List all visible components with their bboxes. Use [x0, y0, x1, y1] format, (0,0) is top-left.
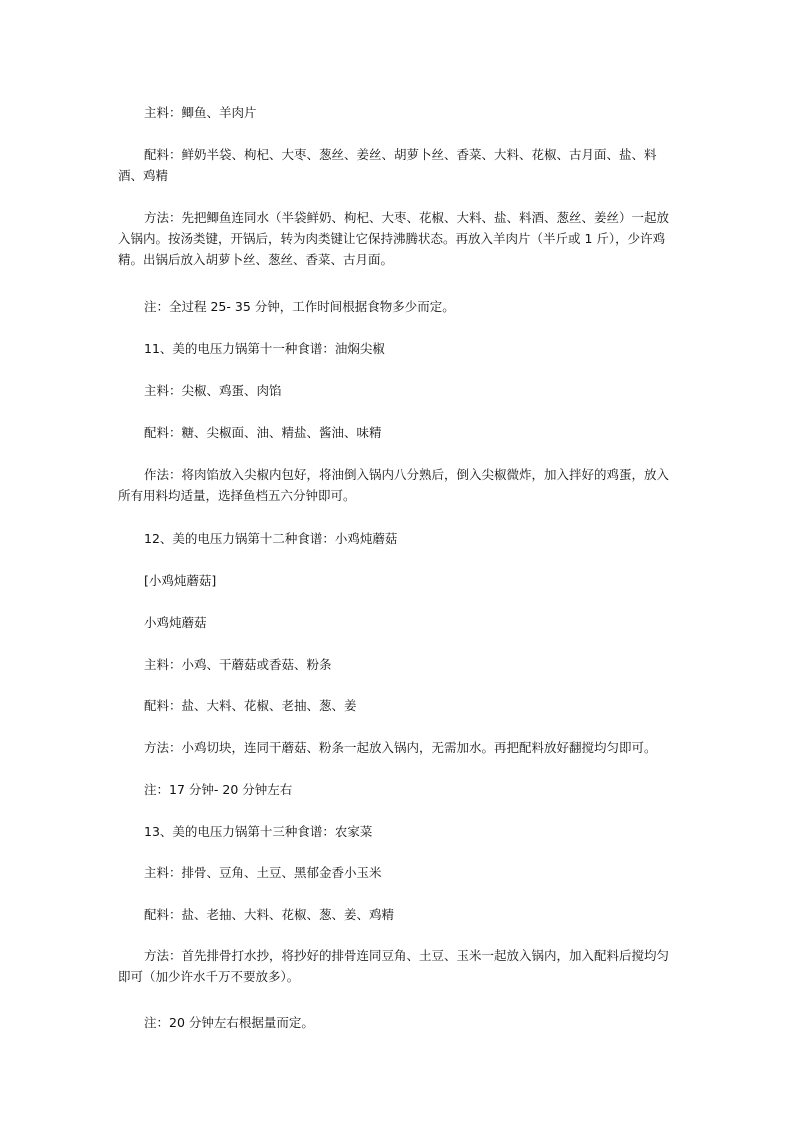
- paragraph-side-ingredients: 配料：鲜奶半袋、枸杞、大枣、葱丝、姜丝、胡萝卜丝、香菜、大料、花椒、古月面、盐、料酒、鸡精: [118, 147, 657, 183]
- paragraph-note: 注：20 分钟左右根据量而定。: [144, 1015, 314, 1030]
- paragraph-method: 作法：将肉馅放入尖椒内包好，将油倒入锅内八分熟后，倒入尖椒微炸，加入拌好的鸡蛋，放入所有用料均适量，选择鱼档五六分钟即可。: [118, 467, 670, 503]
- paragraph-method: 方法：小鸡切块，连同干蘑菇、粉条一起放入锅内，无需加水。再把配料放好翻搅均匀即可。: [144, 740, 657, 755]
- paragraph-note: 注：17 分钟- 20 分钟左右: [144, 782, 293, 797]
- paragraph-method: 方法：首先排骨打水抄，将抄好的排骨连同豆角、土豆、玉米一起放入锅内，加入配料后搅均匀即可（加少许水千万不要放多）。: [118, 948, 670, 984]
- recipe-tag: [小鸡炖蘑菇]: [144, 573, 217, 588]
- recipe-title: 小鸡炖蘑菇: [144, 615, 207, 630]
- recipe-heading-11: 11、美的电压力锅第十一种食谱：油焖尖椒: [144, 341, 385, 356]
- paragraph-side-ingredients: 配料：盐、大料、花椒、老抽、葱、姜: [144, 698, 357, 713]
- paragraph-method: 方法：先把鲫鱼连同水（半袋鲜奶、枸杞、大枣、花椒、大料、盐、料酒、葱丝、姜丝）一起放入锅内。按汤类键，开锅后，转为肉类键让它保持沸腾状态。再放入羊肉片（半斤或 1 斤），少许鸡精。出锅后放入胡萝卜丝、葱丝、香菜、古月面。: [118, 210, 670, 267]
- paragraph-main-ingredients: 主料：排骨、豆角、土豆、黑郁金香小玉米: [144, 865, 382, 880]
- paragraph-main-ingredients: 主料：尖椒、鸡蛋、肉馅: [144, 383, 282, 398]
- paragraph-main-ingredients: 主料：鲫鱼、羊肉片: [144, 105, 257, 120]
- paragraph-note: 注：全过程 25- 35 分钟，工作时间根据食物多少而定。: [144, 299, 455, 314]
- recipe-heading-12: 12、美的电压力锅第十二种食谱：小鸡炖蘑菇: [144, 531, 398, 546]
- paragraph-side-ingredients: 配料：盐、老抽、大料、花椒、葱、姜、鸡精: [144, 907, 395, 922]
- recipe-heading-13: 13、美的电压力锅第十三种食谱：农家菜: [144, 824, 373, 839]
- paragraph-main-ingredients: 主料：小鸡、干蘑菇或香菇、粉条: [144, 657, 332, 672]
- paragraph-side-ingredients: 配料：糖、尖椒面、油、精盐、酱油、味精: [144, 425, 382, 440]
